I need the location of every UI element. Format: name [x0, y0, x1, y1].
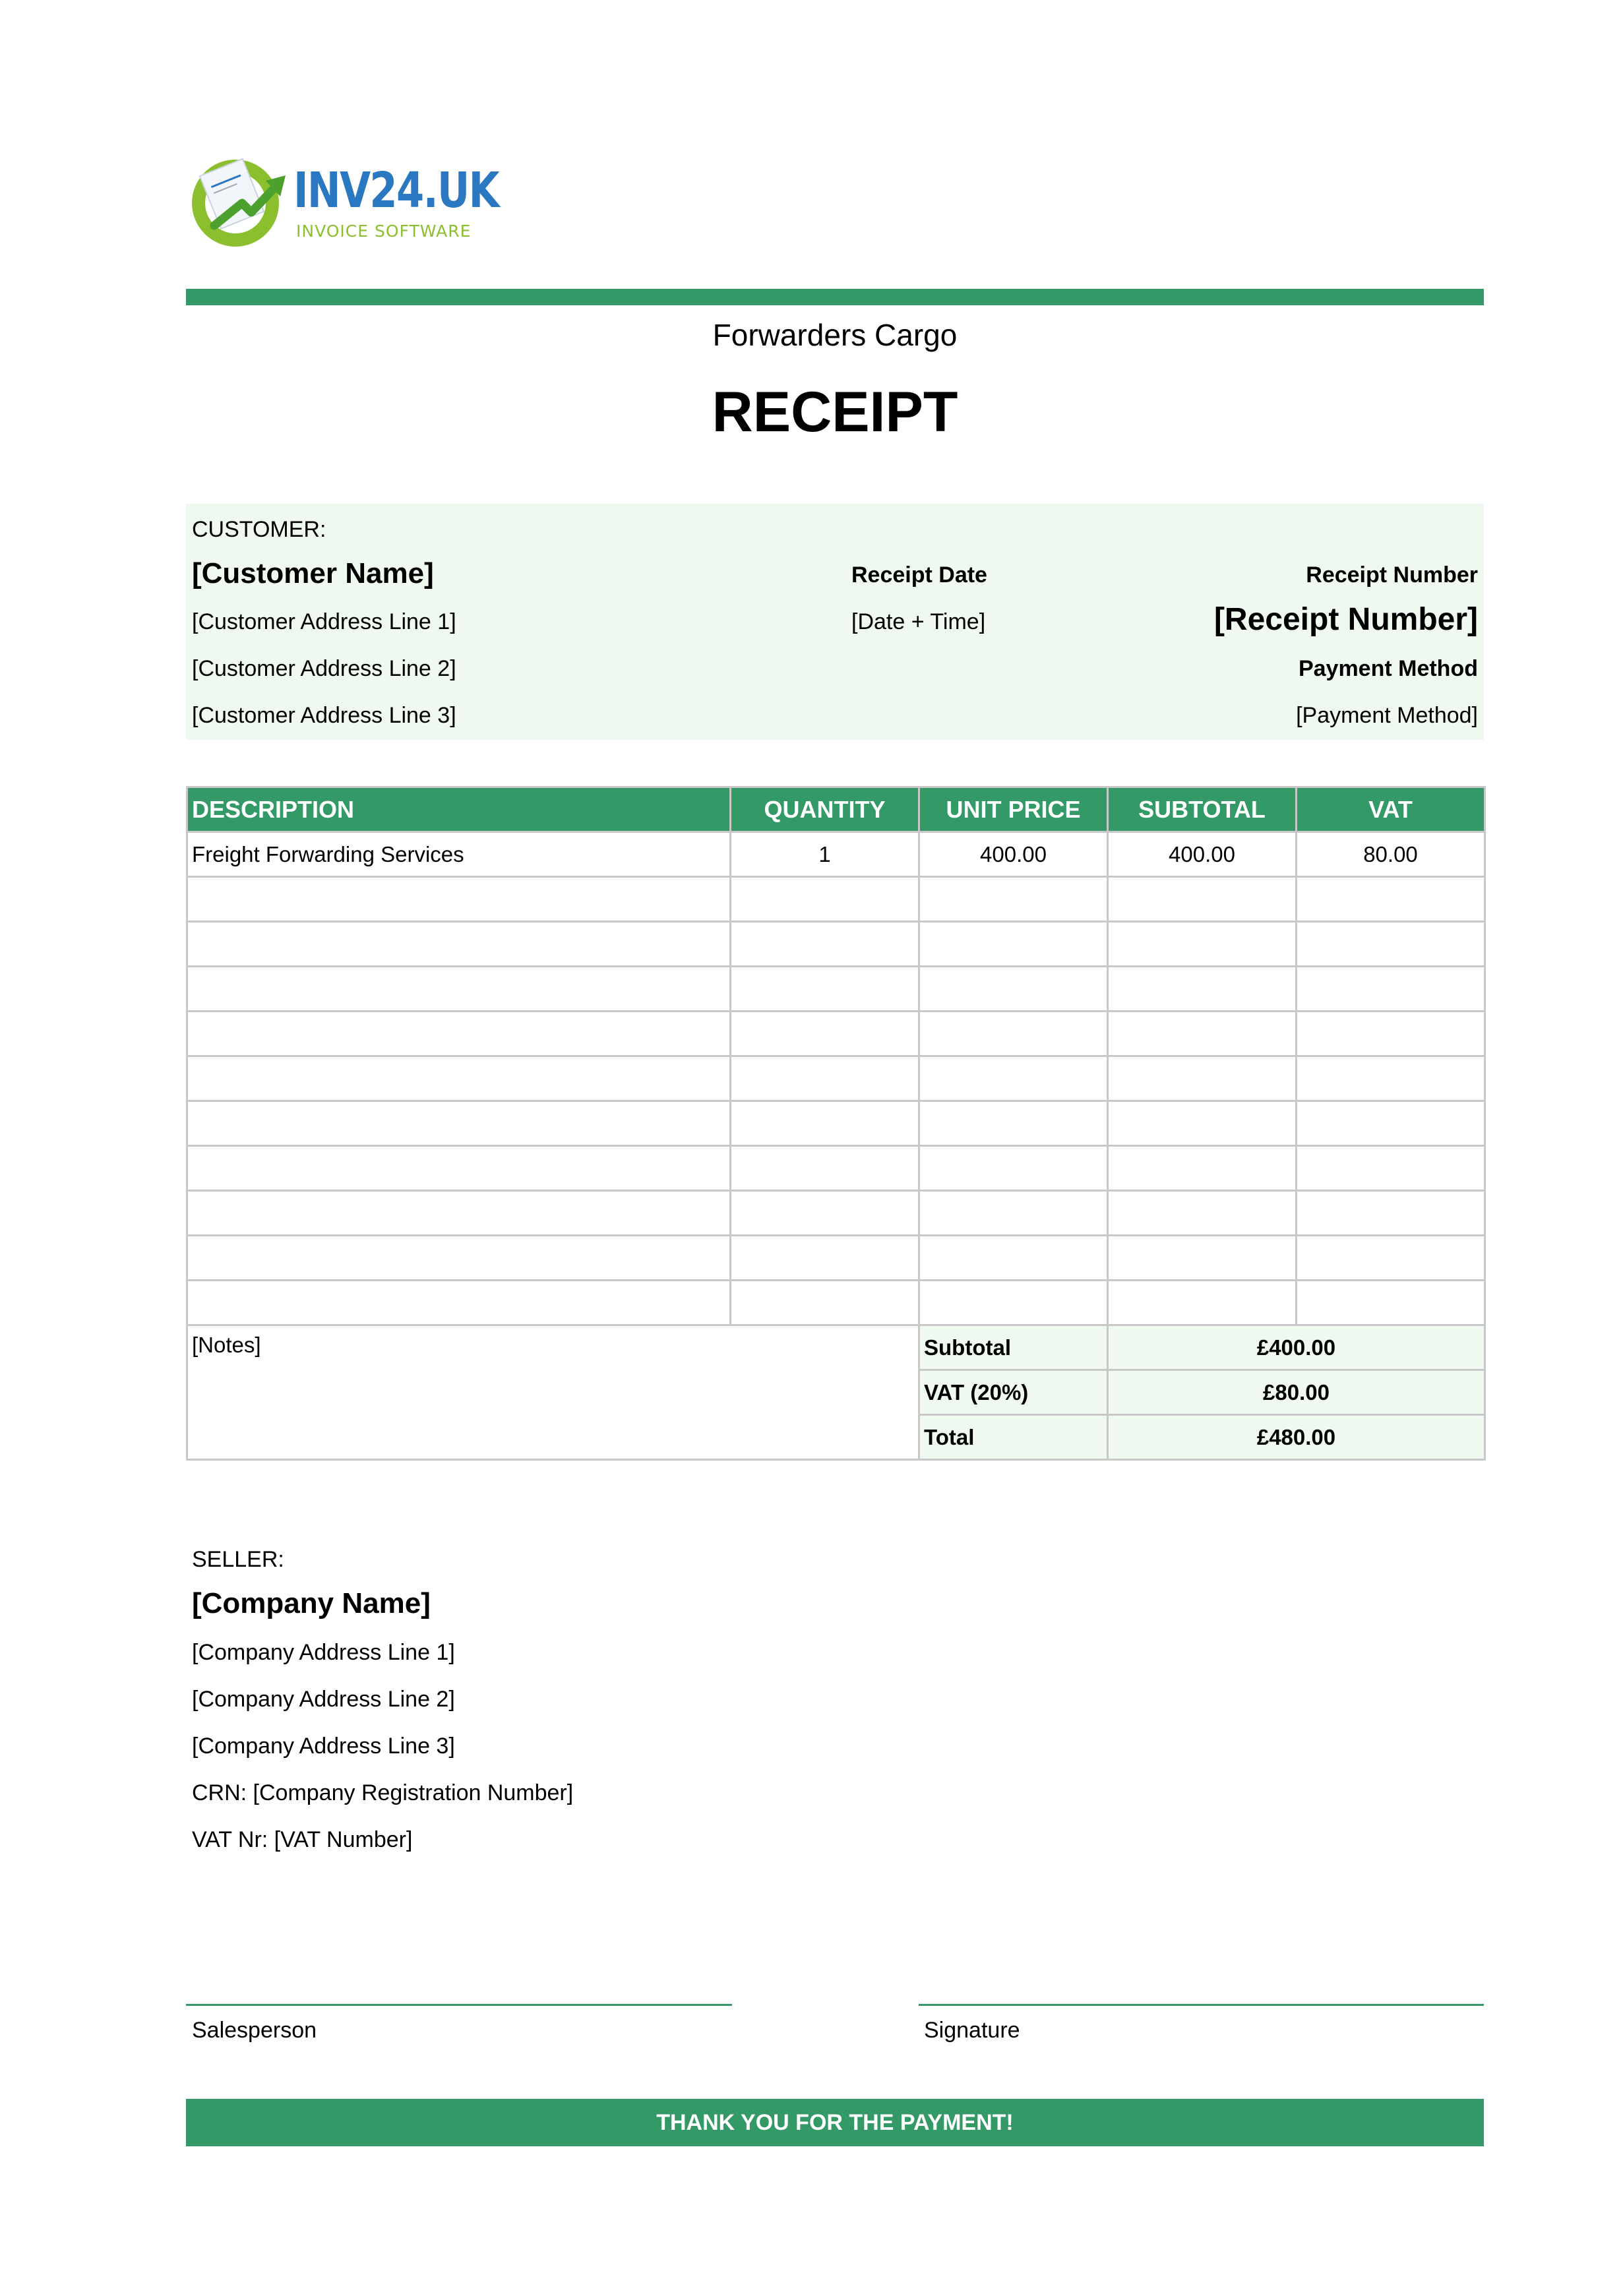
cell-description: [187, 1056, 731, 1101]
seller-label: SELLER:: [192, 1547, 284, 1572]
cell-unit-price: [919, 1191, 1108, 1236]
column-header-quantity: QUANTITY: [731, 787, 919, 832]
column-header-unit-price: UNIT PRICE: [919, 787, 1108, 832]
line-items-table: [186, 786, 1486, 1461]
company-heading: Forwarders Cargo: [712, 318, 958, 352]
top-accent-bar: [186, 289, 1484, 305]
subtotal-value: £400.00: [1108, 1325, 1485, 1370]
cell-quantity: [731, 1101, 919, 1146]
cell-quantity: [731, 1281, 919, 1325]
payment-method-value: [Payment Method]: [1296, 703, 1478, 728]
table-row: [187, 1146, 1485, 1191]
cell-subtotal: [1108, 1012, 1297, 1056]
notes-cell: [Notes]: [187, 1325, 919, 1460]
cell-quantity: [731, 922, 919, 967]
totals-row-subtotal: [187, 1325, 1485, 1370]
grand-total-value: £480.00: [1108, 1415, 1485, 1460]
table-row: [187, 1281, 1485, 1325]
cell-unit-price: [919, 1146, 1108, 1191]
table-row: [187, 1101, 1485, 1146]
salesperson-label: Salesperson: [192, 2018, 317, 2043]
customer-label: CUSTOMER:: [192, 517, 326, 542]
vat-total-value: £80.00: [1108, 1370, 1485, 1415]
logo-title: INV24.UK: [293, 162, 499, 219]
receipt-date-label: Receipt Date: [851, 562, 987, 588]
cell-vat: 80.00: [1297, 832, 1485, 877]
table-row: [187, 1236, 1485, 1281]
logo-subtitle: INVOICE SOFTWARE: [296, 222, 472, 241]
cell-unit-price: [919, 1236, 1108, 1281]
seller-vat-number: VAT Nr: [VAT Number]: [192, 1827, 413, 1852]
cell-quantity: [731, 1191, 919, 1236]
customer-info-panel: [186, 504, 1484, 740]
cell-vat: [1297, 1101, 1485, 1146]
seller-address-line-3: [Company Address Line 3]: [192, 1734, 455, 1759]
cell-vat: [1297, 922, 1485, 967]
cell-description: [187, 922, 731, 967]
salesperson-signature-line: [186, 2004, 732, 2006]
cell-subtotal: 400.00: [1108, 832, 1297, 877]
cell-subtotal: [1108, 1236, 1297, 1281]
cell-vat: [1297, 1191, 1485, 1236]
table-row: [187, 922, 1485, 967]
cell-subtotal: [1108, 967, 1297, 1012]
cell-unit-price: [919, 922, 1108, 967]
customer-address-line-1: [Customer Address Line 1]: [192, 609, 456, 634]
cell-vat: [1297, 1236, 1485, 1281]
customer-address-line-2: [Customer Address Line 2]: [192, 656, 456, 681]
cell-quantity: [731, 967, 919, 1012]
cell-vat: [1297, 877, 1485, 922]
grand-total-label: Total: [919, 1415, 1108, 1460]
table-header-row: [187, 787, 1485, 832]
cell-description: [187, 1146, 731, 1191]
column-header-description: DESCRIPTION: [187, 787, 731, 832]
payment-method-label: Payment Method: [1298, 656, 1478, 681]
cell-unit-price: [919, 1012, 1108, 1056]
logo-icon: [188, 152, 293, 251]
seller-company-name: [Company Name]: [192, 1587, 431, 1619]
cell-unit-price: [919, 1281, 1108, 1325]
cell-description: [187, 1012, 731, 1056]
column-header-subtotal: SUBTOTAL: [1108, 787, 1297, 832]
cell-description: [187, 967, 731, 1012]
cell-subtotal: [1108, 1281, 1297, 1325]
cell-unit-price: [919, 967, 1108, 1012]
receipt-date-value: [Date + Time]: [851, 609, 986, 634]
signature-line: [919, 2004, 1484, 2006]
cell-description: Freight Forwarding Services: [187, 832, 731, 877]
cell-quantity: [731, 1056, 919, 1101]
thank-you-banner: THANK YOU FOR THE PAYMENT!: [186, 2099, 1484, 2146]
table-row: [187, 877, 1485, 922]
vat-total-label: VAT (20%): [919, 1370, 1108, 1415]
customer-address-line-3: [Customer Address Line 3]: [192, 703, 456, 728]
seller-address-line-1: [Company Address Line 1]: [192, 1640, 455, 1665]
cell-description: [187, 877, 731, 922]
cell-vat: [1297, 1012, 1485, 1056]
signature-label: Signature: [924, 2018, 1020, 2043]
cell-unit-price: 400.00: [919, 832, 1108, 877]
cell-unit-price: [919, 877, 1108, 922]
customer-name: [Customer Name]: [192, 557, 434, 589]
cell-quantity: 1: [731, 832, 919, 877]
cell-subtotal: [1108, 1191, 1297, 1236]
seller-crn: CRN: [Company Registration Number]: [192, 1780, 574, 1805]
cell-vat: [1297, 1146, 1485, 1191]
cell-description: [187, 1236, 731, 1281]
cell-description: [187, 1101, 731, 1146]
document-title: RECEIPT: [712, 380, 958, 444]
cell-unit-price: [919, 1101, 1108, 1146]
cell-subtotal: [1108, 922, 1297, 967]
cell-description: [187, 1191, 731, 1236]
table-row: [187, 1056, 1485, 1101]
cell-subtotal: [1108, 1101, 1297, 1146]
cell-vat: [1297, 967, 1485, 1012]
cell-vat: [1297, 1281, 1485, 1325]
column-header-vat: VAT: [1297, 787, 1485, 832]
cell-description: [187, 1281, 731, 1325]
cell-subtotal: [1108, 1146, 1297, 1191]
cell-quantity: [731, 1236, 919, 1281]
table-row: [187, 1191, 1485, 1236]
subtotal-label: Subtotal: [919, 1325, 1108, 1370]
cell-quantity: [731, 1012, 919, 1056]
cell-quantity: [731, 1146, 919, 1191]
receipt-number-value: [Receipt Number]: [1213, 602, 1478, 637]
cell-vat: [1297, 1056, 1485, 1101]
company-logo: [188, 152, 499, 251]
cell-quantity: [731, 877, 919, 922]
receipt-number-label: Receipt Number: [1306, 562, 1478, 588]
table-row: [187, 1012, 1485, 1056]
table-row: [187, 832, 1485, 877]
cell-subtotal: [1108, 877, 1297, 922]
table-row: [187, 967, 1485, 1012]
seller-address-line-2: [Company Address Line 2]: [192, 1687, 455, 1712]
cell-unit-price: [919, 1056, 1108, 1101]
cell-subtotal: [1108, 1056, 1297, 1101]
